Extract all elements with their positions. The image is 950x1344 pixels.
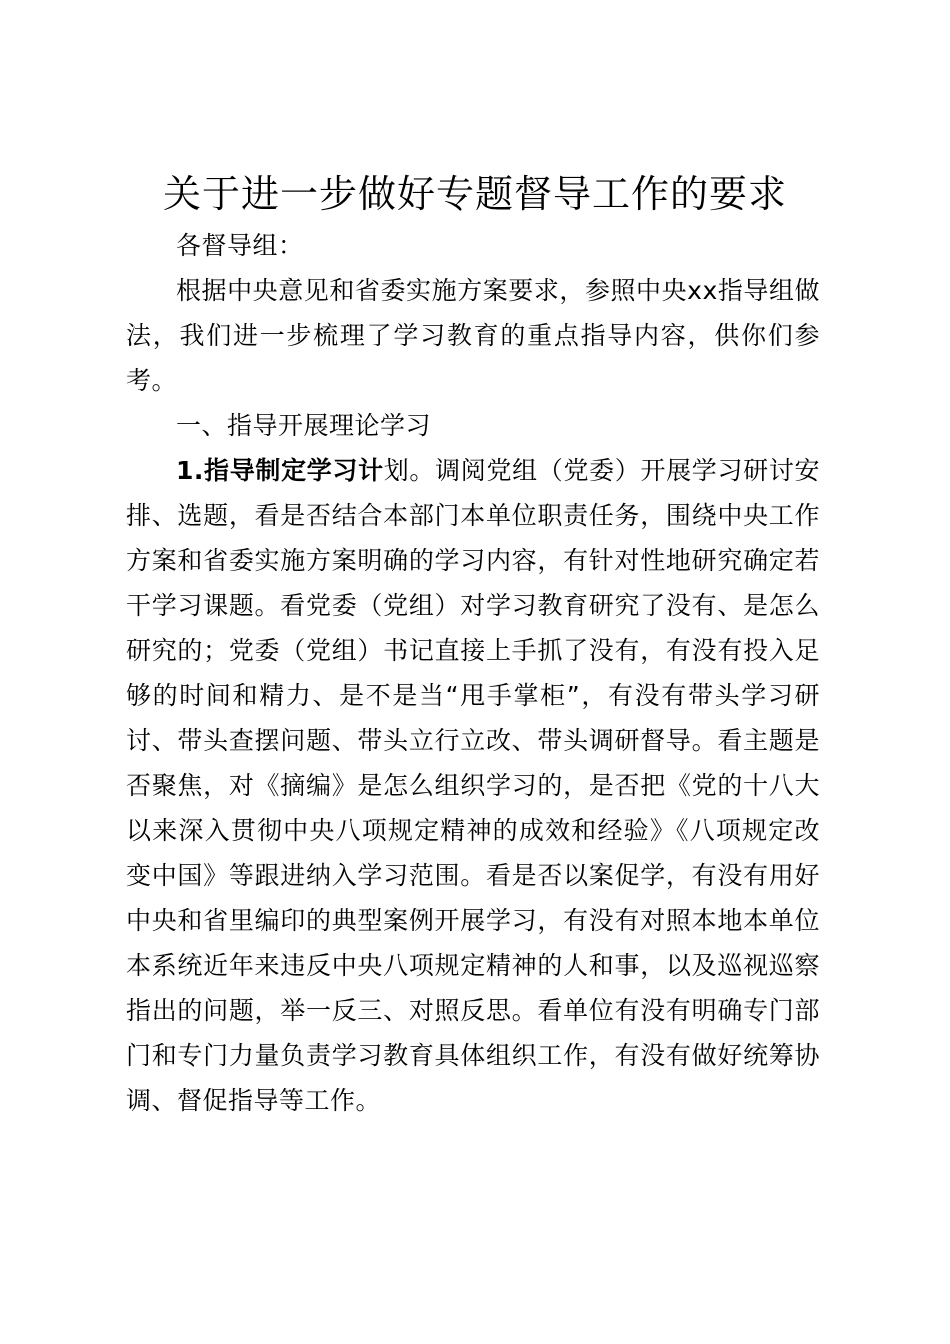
- section-heading: 一、指导开展理论学习: [176, 411, 432, 440]
- item-body: 划。调阅党组（党委）开展学习研讨安排、选题，看是否结合本部门本单位职责任务，围绕中央工作方案和省委实施方案明确的学习内容，有针对性地研究确定若干学习课题。看党委（党组）对学习教育研究了没有、是怎么研究的；党委（党组）书记直接上手抓了没有，有没有投入足够的时间和精力、是不是当“甩手掌柜”，有没有带头学习研讨、带头查摆问题、带头立行立改、带头调研督导。看主题是否聚焦，对《摘编》是怎么组织学习的，是否把《党的十八大以来深入贯彻中央八项规定精神的成效和经验》《八项规定改变中国》等跟进纳入学习范围。看是否以案促学，有没有用好中央和省里编印的典型案例开展学习，有没有对照本地本单位本系统近年来违反中央八项规定精神的人和事，以及巡视巡察指出的问题，举一反三、对照反思。看单位有没有明确专门部门和专门力量负责学习教育具体组织工作，有没有做好统筹协调、督促指导等工作。: [126, 456, 820, 1115]
- salutation: 各督导组：: [176, 231, 304, 260]
- item-lead: 1.指导制定学习计: [176, 456, 384, 485]
- document-title: 关于进一步做好专题督导工作的要求: [162, 172, 787, 216]
- intro-paragraph: 根据中央意见和省委实施方案要求，参照中央xx指导组做法，我们进一步梳理了学习教育的重点指导内容，供你们参考。: [126, 276, 820, 395]
- item-paragraph: [126, 448, 820, 1123]
